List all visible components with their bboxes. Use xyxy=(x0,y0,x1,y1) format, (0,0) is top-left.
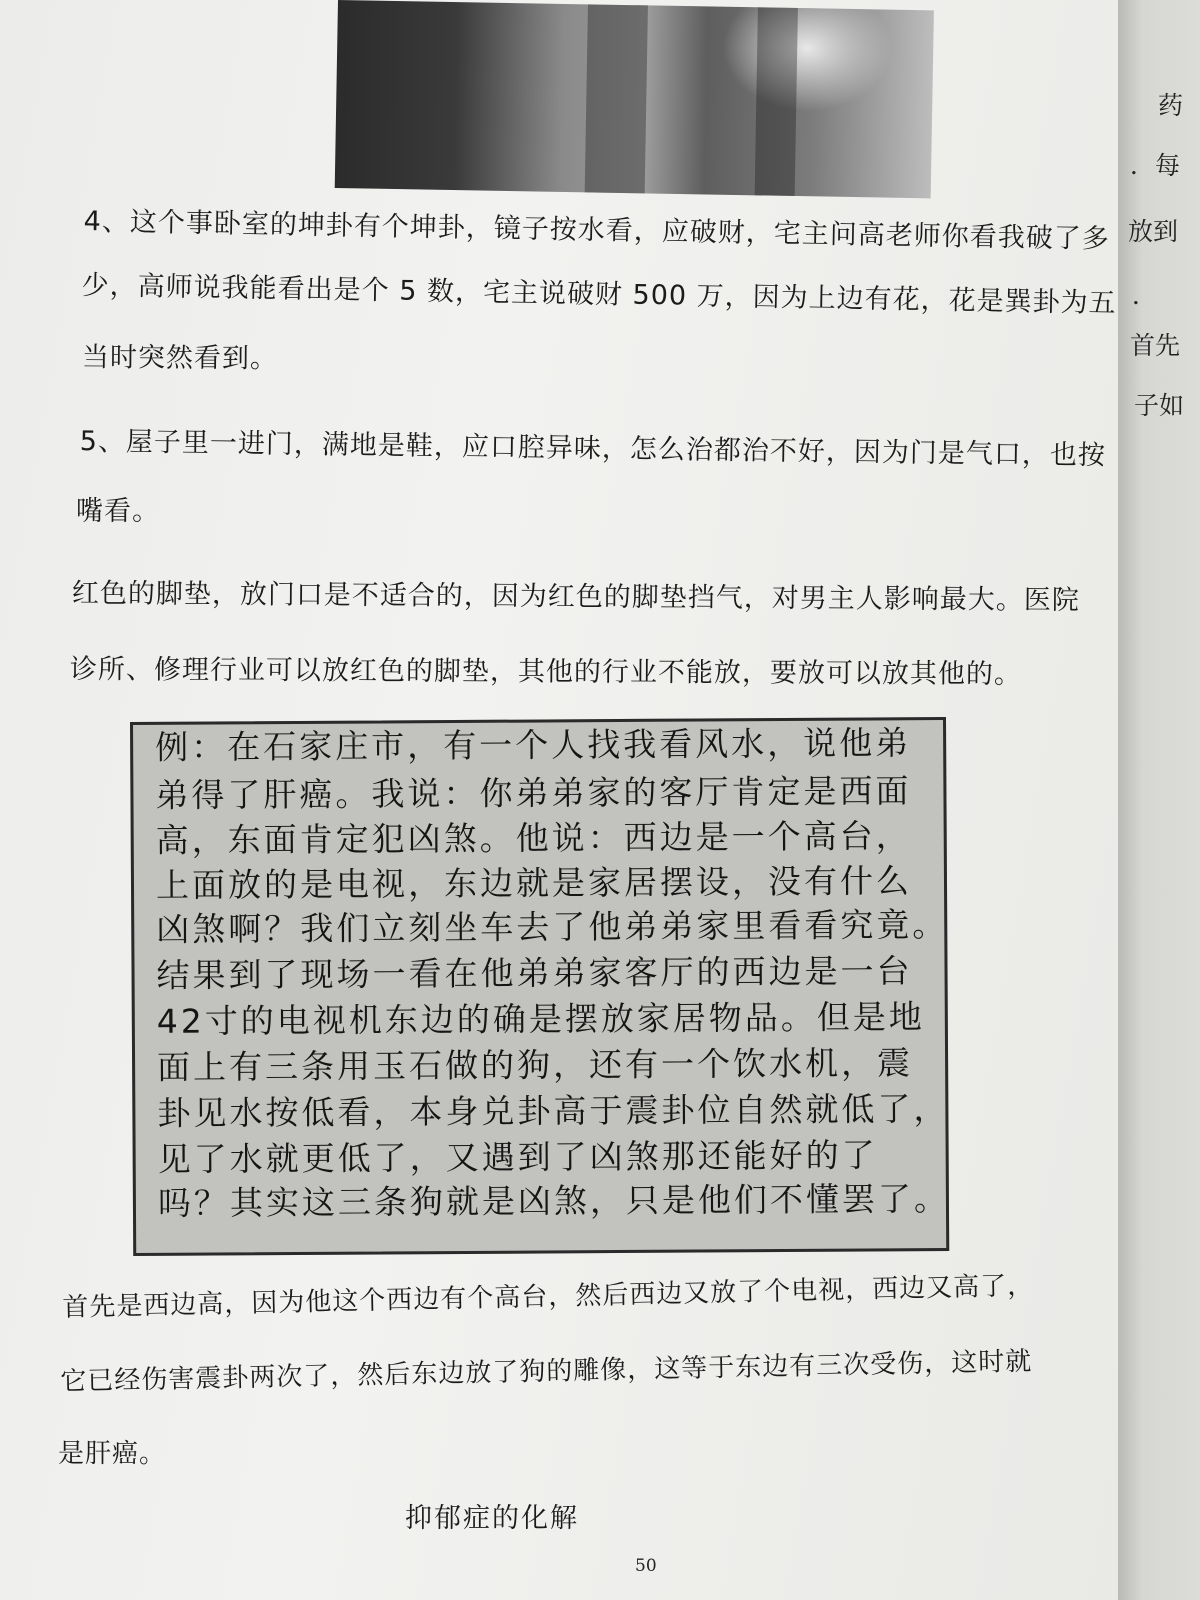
example-line: 卦见水按低看，本身兑卦高于震卦位自然就低了， xyxy=(157,1089,950,1133)
example-line: 42寸的电视机东边的确是摆放家居物品。但是地 xyxy=(156,997,925,1041)
example-line: 面上有三条用玉石做的狗，还有一个饮水机，震 xyxy=(156,1043,914,1087)
example-line: 例：在石家庄市，有一个人找我看风水，说他弟 xyxy=(155,723,912,767)
next-page-edge xyxy=(1118,0,1200,1600)
example-line: 结果到了现场一看在他弟弟家客厅的西边是一台 xyxy=(156,951,913,995)
page-number: 50 xyxy=(635,1556,657,1576)
example-line: 吗？其实这三条狗就是凶煞，只是他们不懂罢了。 xyxy=(157,1179,951,1223)
example-line: 高，东面肯定犯凶煞。他说：西边是一个高台， xyxy=(155,816,912,860)
example-line: 凶煞啊？我们立刻坐车去了他弟弟家里看看究竟。 xyxy=(156,905,949,949)
paragraph-line: 少，高师说我能看出是个 5 数，宅主说破财 500 万，因为上边有花，花是巽卦为五 xyxy=(81,269,1117,320)
edge-text: 放到 xyxy=(1128,217,1179,246)
paragraph-line: 红色的脚垫，放门口是不适合的，因为红色的脚垫挡气，对男主人影响最大。医院 xyxy=(71,577,1080,617)
paragraph-line: 嘴看。 xyxy=(76,496,160,527)
paragraph-line: 诊所、修理行业可以放红色的脚垫，其他的行业不能放，要放可以放其他的。 xyxy=(69,654,1022,690)
photo-shadow xyxy=(755,7,798,196)
section-heading: 抑郁症的化解 xyxy=(405,1503,579,1534)
example-line: 见了水就更低了，又遇到了凶煞那还能好的了 xyxy=(157,1135,878,1179)
paragraph-line: 4、这个事卧室的坤卦有个坤卦，镜子按水看，应破财，宅主问高老师你看我破了多 xyxy=(83,205,1110,255)
edge-text: 药 xyxy=(1158,91,1184,120)
edge-text: ．每 xyxy=(1130,151,1181,180)
paragraph-line: 5、屋子里一进门，满地是鞋，应口腔异味，怎么治都治不好，因为门是气口，也按 xyxy=(79,425,1107,472)
paragraph-line: 当时突然看到。 xyxy=(81,341,278,375)
example-box xyxy=(130,717,949,1256)
edge-text: ． xyxy=(1132,281,1158,310)
edge-text: 子如 xyxy=(1134,391,1185,420)
edge-text: 首先 xyxy=(1130,331,1181,360)
page-photo xyxy=(335,0,934,198)
example-line: 弟得了肝癌。我说：你弟弟家的客厅肯定是西面 xyxy=(155,771,912,815)
example-line: 上面放的是电视，东边就是家居摆设，没有什么 xyxy=(155,861,913,905)
paragraph-line: 它已经伤害震卦两次了，然后东边放了狗的雕像，这等于东边有三次受伤，这时就 xyxy=(60,1346,1033,1397)
photo-shadow xyxy=(585,4,648,193)
paragraph-line: 是肝癌。 xyxy=(58,1439,167,1469)
paragraph-line: 首先是西边高，因为他这个西边有个高台，然后西边又放了个电视，西边又高了， xyxy=(62,1270,1035,1323)
